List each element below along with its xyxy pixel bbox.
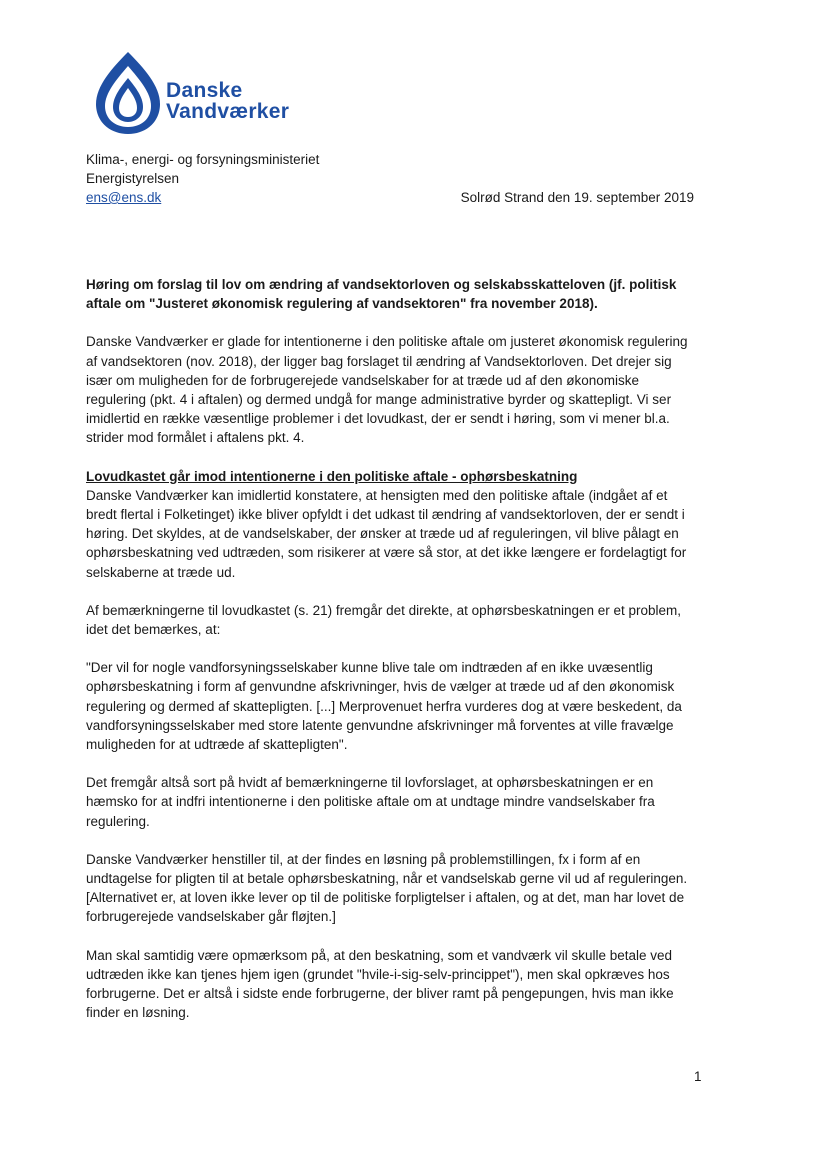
paragraph-5: Det fremgår altså sort på hvidt af bemærkningerne til lovforslaget, at ophørsbeskatningen er en hæmsko for at indfri intentionerne i den politiske aftale om at undtage mindre vandselskaber fra regulering. (86, 775, 655, 829)
logo-line-2: Vandværker (166, 100, 290, 123)
section-block (86, 467, 696, 582)
recipient-email-link[interactable]: ens@ens.dk (86, 190, 162, 205)
paragraph-6: Danske Vandværker henstiller til, at der findes en løsning på problemstillingen, fx i form af en undtagelse for pligten til at betale ophørsbeskatning, når et vandselskab gerne vil ud af reguleringen. [Alternativet er, at loven ikke lever op til de politiske forpligtelser i aftalen, og at det, man har lovet de forbrugerejede vandselskaber går fløjten.] (86, 851, 688, 925)
place-and-date: Solrød Strand den 19. september 2019 (460, 190, 694, 205)
recipient-block (86, 150, 319, 207)
letter-body (86, 275, 696, 1042)
letter-title: Høring om forslag til lov om ændring af vandsektorloven og selskabsskatteloven (jf. politisk aftale om "Justeret økonomisk regulering af vandsektoren" fra november 2018). (86, 277, 677, 312)
water-drop-logo-icon (90, 48, 166, 138)
paragraph-2: Danske Vandværker kan imidlertid konstatere, at hensigten med den politiske aftale (indgået af et bredt flertal i Folketinget) ikke bliver opfyldt i det udkast til ændring af vandsektorloven, der er sendt i høring. Det skyldes, at de vandselskaber, der ønsker at træde ud af reguleringen, vil blive pålagt en ophørsbeskatning ved udtræden, som risikerer at være så stor, at det ikke længere er fordelagtigt for selskaberne at træde ud. (86, 487, 687, 580)
page-number: 1 (694, 1069, 702, 1084)
logo-wordmark (166, 80, 289, 122)
paragraph-4-quote: "Der vil for nogle vandforsyningsselskaber kunne blive tale om indtræden af en ikke uvæsentlig ophørsbeskatning i form af genvundne afskrivninger, hvis de vælger at træde ud af den økonomisk regulering og dermed af skattepligten. [...] Merprovenuet herfra vurderes dog at være beskedent, da vandforsyningsselskaber med store latente genvundne afskrivninger må forventes at ville fravælge muligheden for at udtræde af skattepligten". (86, 660, 682, 753)
logo-line-1: Danske (166, 79, 243, 102)
paragraph-1: Danske Vandværker er glade for intentionerne i den politiske aftale om justeret økonomisk regulering af vandsektoren (nov. 2018), der ligger bag forslaget til ændring af Vandsektorloven. Det drejer sig især om muligheden for de forbrugerejede vandselskaber for at træde ud af den økonomiske regulering (pkt. 4 i aftalen) og dermed undgå for mange administrative byrder og skattepligt. Vi ser imidlertid en række væsentlige problemer i det lovudkast, der er sendt i høring, som vi mener bl.a. strider mod formålet i aftalens pkt. 4. (86, 334, 688, 446)
recipient-agency: Energistyrelsen (86, 171, 180, 186)
logo (90, 48, 330, 138)
paragraph-7: Man skal samtidig være opmærksom på, at den beskatning, som et vandværk vil skulle betale ved udtræden ikke kan tjenes hjem igen (grundet "hvile-i-sig-selv-princippet"), men skal opkræves hos forbrugerne. Det er altså i sidste ende forbrugerne, der bliver ramt på pengepungen, hvis man ikke finder en løsning. (86, 947, 674, 1021)
paragraph-3: Af bemærkningerne til lovudkastet (s. 21) fremgår det direkte, at ophørsbeskatningen er et problem, idet det bemærkes, at: (86, 602, 682, 638)
recipient-ministry: Klima-, energi- og forsyningsministeriet (86, 152, 320, 167)
section-heading: Lovudkastet går imod intentionerne i den politiske aftale - ophørsbeskatning (86, 468, 578, 484)
